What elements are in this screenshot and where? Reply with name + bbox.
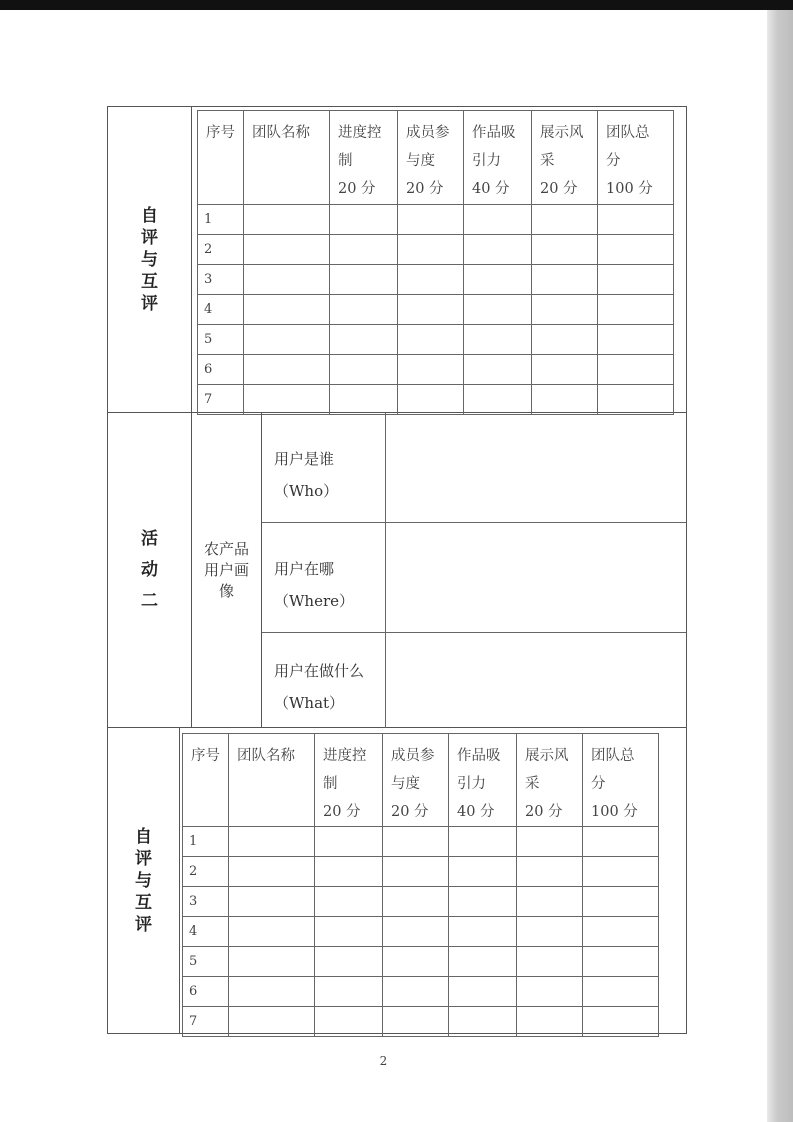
input-cell[interactable] <box>464 325 532 355</box>
input-cell[interactable] <box>383 827 449 857</box>
input-cell[interactable] <box>330 385 398 415</box>
header-cell: 作品吸 引力 40 分 <box>449 734 517 827</box>
input-cell[interactable] <box>598 265 674 295</box>
input-cell[interactable] <box>330 205 398 235</box>
header-cell: 团队总 分 100 分 <box>583 734 659 827</box>
input-cell[interactable] <box>398 295 464 325</box>
input-cell[interactable] <box>398 265 464 295</box>
input-cell[interactable] <box>383 857 449 887</box>
input-cell[interactable] <box>583 917 659 947</box>
input-cell[interactable] <box>398 235 464 265</box>
input-cell[interactable] <box>532 295 598 325</box>
table-row <box>198 325 674 355</box>
input-cell[interactable] <box>244 205 330 235</box>
input-cell[interactable] <box>598 235 674 265</box>
row-number: 3 <box>183 887 229 917</box>
input-cell[interactable] <box>583 857 659 887</box>
score-table <box>182 733 659 1037</box>
row-number: 3 <box>198 265 244 295</box>
row-number: 4 <box>198 295 244 325</box>
answer-area-what[interactable] <box>386 633 686 728</box>
input-cell[interactable] <box>383 947 449 977</box>
input-cell[interactable] <box>315 1007 383 1037</box>
header-cell: 团队名称 <box>229 734 315 827</box>
input-cell[interactable] <box>330 265 398 295</box>
input-cell[interactable] <box>449 857 517 887</box>
header-cell: 展示风 采 20 分 <box>517 734 583 827</box>
row-number: 1 <box>198 205 244 235</box>
side-label-cell <box>108 107 192 412</box>
input-cell[interactable] <box>244 235 330 265</box>
input-cell[interactable] <box>532 325 598 355</box>
input-cell[interactable] <box>449 947 517 977</box>
header-cell: 作品吸 引力 40 分 <box>464 111 532 205</box>
input-cell[interactable] <box>464 265 532 295</box>
question-text: 用户在做什么 <box>274 662 365 680</box>
answer-area-where[interactable] <box>386 523 686 632</box>
table-row <box>183 827 659 857</box>
row-number: 2 <box>198 235 244 265</box>
input-cell[interactable] <box>517 827 583 857</box>
side-label-cell <box>108 728 180 1033</box>
input-cell[interactable] <box>583 1007 659 1037</box>
table-row <box>198 205 674 235</box>
question-english: （Who） <box>274 482 339 500</box>
question-label <box>262 413 386 522</box>
table-row <box>183 947 659 977</box>
row-number: 5 <box>183 947 229 977</box>
question-row-where <box>262 523 686 633</box>
input-cell[interactable] <box>532 235 598 265</box>
question-text: 用户是谁 <box>274 450 335 468</box>
side-label-cell <box>108 413 192 727</box>
table-row <box>198 265 674 295</box>
input-cell[interactable] <box>398 355 464 385</box>
input-cell[interactable] <box>517 977 583 1007</box>
question-english: （Where） <box>274 592 355 610</box>
header-cell: 团队名称 <box>244 111 330 205</box>
input-cell[interactable] <box>598 295 674 325</box>
header-cell: 序号 <box>198 111 244 205</box>
row-number: 7 <box>198 385 244 415</box>
question-text: 用户在哪 <box>274 560 335 578</box>
input-cell[interactable] <box>315 887 383 917</box>
table-row <box>198 355 674 385</box>
header-cell: 成员参 与度 20 分 <box>383 734 449 827</box>
header-cell: 成员参 与度 20 分 <box>398 111 464 205</box>
input-cell[interactable] <box>449 917 517 947</box>
table-row <box>198 295 674 325</box>
input-cell[interactable] <box>330 295 398 325</box>
input-cell[interactable] <box>532 265 598 295</box>
input-cell[interactable] <box>532 385 598 415</box>
header-cell: 团队总 分 100 分 <box>598 111 674 205</box>
self-peer-review-label: 自评与互评 <box>135 826 152 935</box>
input-cell[interactable] <box>598 385 674 415</box>
table-header-row <box>198 111 674 205</box>
input-cell[interactable] <box>244 355 330 385</box>
input-cell[interactable] <box>532 205 598 235</box>
table-row <box>183 977 659 1007</box>
row-number: 6 <box>198 355 244 385</box>
input-cell[interactable] <box>330 235 398 265</box>
input-cell[interactable] <box>244 295 330 325</box>
user-persona-topic: 农产品用户画像 <box>203 539 249 600</box>
input-cell[interactable] <box>398 325 464 355</box>
row-number: 7 <box>183 1007 229 1037</box>
input-cell[interactable] <box>315 977 383 1007</box>
self-peer-review-section-2 <box>108 728 686 1033</box>
row-number: 6 <box>183 977 229 1007</box>
input-cell[interactable] <box>464 235 532 265</box>
header-cell: 进度控 制 20 分 <box>330 111 398 205</box>
input-cell[interactable] <box>583 947 659 977</box>
activity-two-section <box>108 413 686 728</box>
self-peer-review-section-1 <box>108 107 686 413</box>
score-table <box>197 110 674 415</box>
question-row-who <box>262 413 686 523</box>
input-cell[interactable] <box>598 205 674 235</box>
input-cell[interactable] <box>229 947 315 977</box>
input-cell[interactable] <box>598 325 674 355</box>
input-cell[interactable] <box>398 205 464 235</box>
table-row <box>183 857 659 887</box>
row-number: 1 <box>183 827 229 857</box>
input-cell[interactable] <box>315 857 383 887</box>
input-cell[interactable] <box>464 205 532 235</box>
input-cell[interactable] <box>383 917 449 947</box>
scanner-edge-shadow <box>767 10 793 1122</box>
input-cell[interactable] <box>315 917 383 947</box>
input-cell[interactable] <box>330 355 398 385</box>
table-row <box>183 917 659 947</box>
self-peer-review-label: 自评与互评 <box>141 205 158 314</box>
input-cell[interactable] <box>517 917 583 947</box>
input-cell[interactable] <box>398 385 464 415</box>
input-cell[interactable] <box>517 947 583 977</box>
input-cell[interactable] <box>244 265 330 295</box>
input-cell[interactable] <box>464 385 532 415</box>
question-label <box>262 523 386 632</box>
header-cell: 展示风 采 20 分 <box>532 111 598 205</box>
input-cell[interactable] <box>229 827 315 857</box>
input-cell[interactable] <box>532 355 598 385</box>
input-cell[interactable] <box>315 947 383 977</box>
input-cell[interactable] <box>449 1007 517 1037</box>
input-cell[interactable] <box>449 977 517 1007</box>
table-row <box>183 887 659 917</box>
input-cell[interactable] <box>449 827 517 857</box>
row-number: 2 <box>183 857 229 887</box>
scanner-top-border <box>0 0 793 10</box>
input-cell[interactable] <box>229 857 315 887</box>
input-cell[interactable] <box>464 295 532 325</box>
header-cell: 序号 <box>183 734 229 827</box>
input-cell[interactable] <box>583 887 659 917</box>
input-cell[interactable] <box>383 1007 449 1037</box>
document-page <box>0 10 767 1122</box>
input-cell[interactable] <box>449 887 517 917</box>
input-cell[interactable] <box>583 827 659 857</box>
question-english: （What） <box>274 694 345 712</box>
input-cell[interactable] <box>244 325 330 355</box>
worksheet-frame <box>107 106 687 1034</box>
input-cell[interactable] <box>383 887 449 917</box>
input-cell[interactable] <box>244 385 330 415</box>
question-rows <box>262 413 686 727</box>
answer-area-who[interactable] <box>386 413 686 522</box>
question-row-what <box>262 633 686 728</box>
table-row <box>198 235 674 265</box>
input-cell[interactable] <box>517 1007 583 1037</box>
input-cell[interactable] <box>229 917 315 947</box>
table-row <box>198 385 674 415</box>
input-cell[interactable] <box>330 325 398 355</box>
row-number: 4 <box>183 917 229 947</box>
input-cell[interactable] <box>464 355 532 385</box>
input-cell[interactable] <box>583 977 659 1007</box>
table-row <box>183 1007 659 1037</box>
input-cell[interactable] <box>517 857 583 887</box>
page-number: 2 <box>379 1054 388 1068</box>
header-cell: 进度控 制 20 分 <box>315 734 383 827</box>
input-cell[interactable] <box>229 887 315 917</box>
input-cell[interactable] <box>229 977 315 1007</box>
question-label <box>262 633 386 728</box>
topic-cell <box>192 413 262 727</box>
input-cell[interactable] <box>517 887 583 917</box>
input-cell[interactable] <box>315 827 383 857</box>
input-cell[interactable] <box>383 977 449 1007</box>
activity-two-label: 活动二 <box>141 528 158 611</box>
table-header-row <box>183 734 659 827</box>
row-number: 5 <box>198 325 244 355</box>
input-cell[interactable] <box>598 355 674 385</box>
input-cell[interactable] <box>229 1007 315 1037</box>
